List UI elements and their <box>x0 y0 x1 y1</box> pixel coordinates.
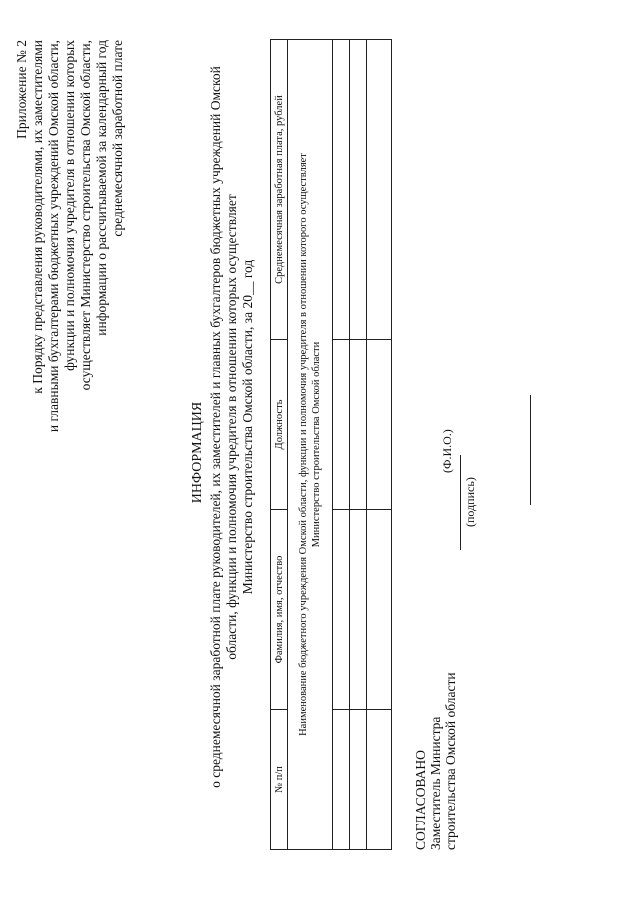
institution-name-cell <box>288 40 333 850</box>
appendix-header <box>14 40 126 500</box>
appendix-line: функции и полномочия учредителя в отношении которых <box>62 40 77 371</box>
table-cell <box>367 710 392 850</box>
table-cell <box>367 340 392 510</box>
signature-line <box>460 455 461 550</box>
section-line: Наименование бюджетного учреждения Омской области, функции и полномочия учредителя в отношении которого осуществляет <box>298 153 309 736</box>
header-cell-salary: Среднемесячная заработная плата, рублей <box>271 40 288 340</box>
appendix-line: и главными бухгалтерами бюджетных учреждений Омской области, <box>46 40 61 433</box>
table-cell <box>333 510 350 710</box>
name-line <box>530 395 531 505</box>
table-cell <box>350 710 367 850</box>
appendix-line: к Порядку представления руководителями, их заместителями <box>30 40 45 394</box>
section-line: Министерство строительства Омской области <box>311 341 322 548</box>
appendix-line: среднемесячной заработной плате <box>110 40 125 237</box>
table-cell <box>367 510 392 710</box>
approval-line: Заместитель Министра <box>428 716 443 850</box>
table-cell <box>333 40 350 340</box>
table-row <box>350 40 367 850</box>
table-cell <box>350 510 367 710</box>
signature-caption: (подпись) <box>463 477 477 527</box>
table-header-row <box>271 40 288 850</box>
name-caption: (Ф.И.О.) <box>440 429 454 473</box>
table-cell <box>350 40 367 340</box>
table-section-row <box>288 40 333 850</box>
subtitle-line: о среднемесячной заработной плате руководителей, их заместителей и главных бухгалтеров бюджетных учреждений Омской <box>208 66 223 788</box>
appendix-number: Приложение № 2 <box>14 40 29 139</box>
approval-line: строительства Омской области <box>443 672 458 850</box>
table-cell <box>333 710 350 850</box>
subtitle-line: области, функции и полномочия учредителя в отношении которых осуществляет <box>224 194 239 660</box>
appendix-line: информации о рассчитываемой за календарный год <box>94 40 109 336</box>
approval-block <box>413 590 458 850</box>
appendix-line: осуществляет Министерство строительства Омской области, <box>78 40 93 391</box>
subtitle-line: Министерство строительства Омской области, за 20__ год <box>240 259 255 595</box>
table-cell <box>367 40 392 340</box>
document-subtitle <box>208 0 256 857</box>
header-cell-number: № п/п <box>271 710 288 850</box>
header-cell-position: Должность <box>271 340 288 510</box>
header-cell-name: Фамилия, имя, отчество <box>271 510 288 710</box>
table-row <box>333 40 350 850</box>
table-cell <box>333 340 350 510</box>
salary-table <box>270 39 392 850</box>
approval-heading: СОГЛАСОВАНО <box>413 750 428 850</box>
document-title: ИНФОРМАЦИЯ <box>190 401 205 504</box>
table-cell <box>350 340 367 510</box>
table-row <box>367 40 392 850</box>
